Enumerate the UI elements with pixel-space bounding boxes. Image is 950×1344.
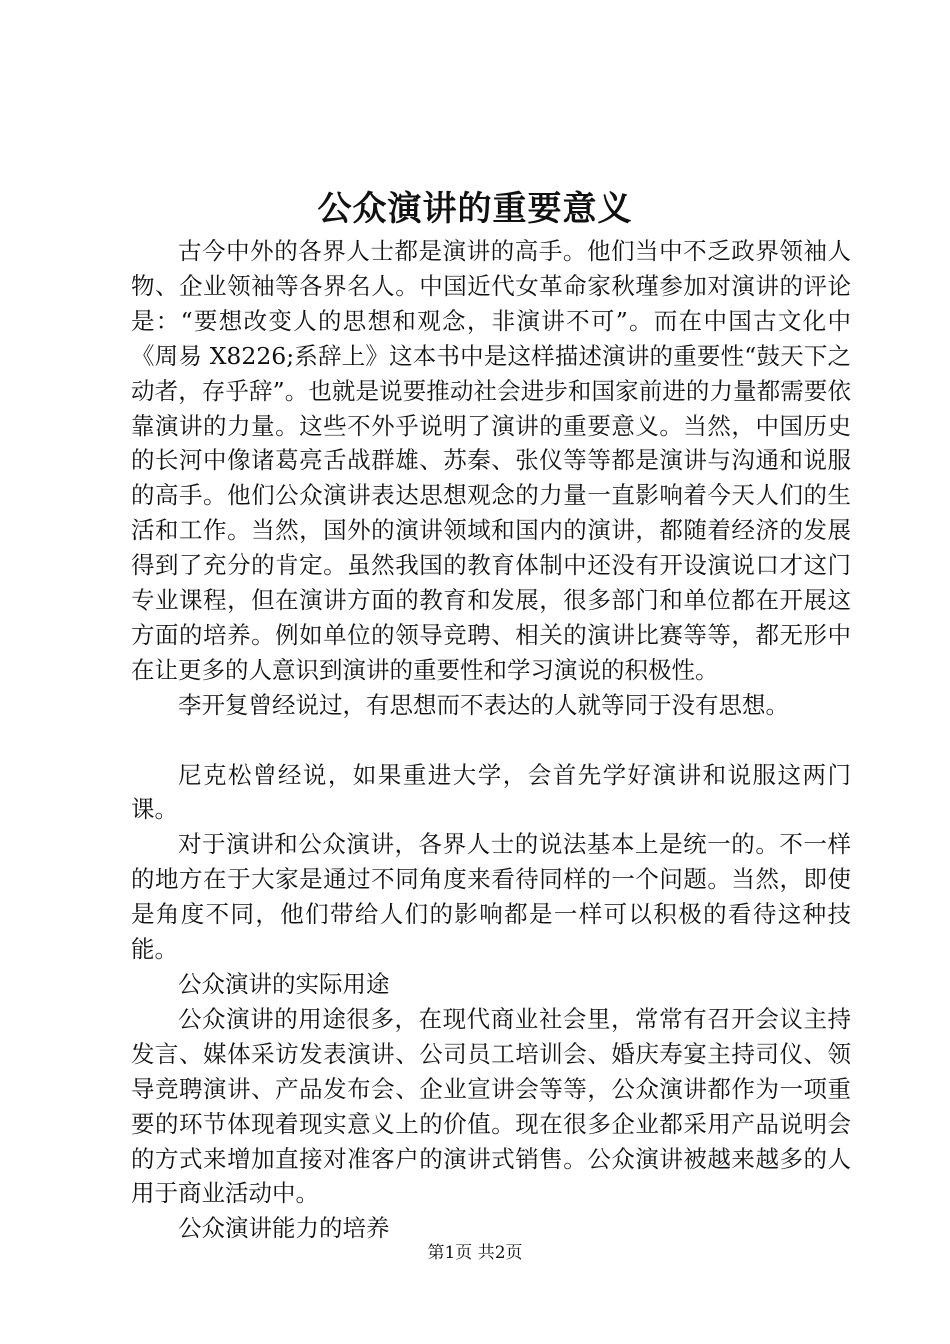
document-body <box>131 234 851 1246</box>
paragraph-uses: 公众演讲的用途很多，在现代商业社会里，常常有召开会议主持发言、媒体采访发表演讲、公司员工培训会、婚庆寿宴主持司仪、领导竞聘演讲、产品发布会、企业宣讲会等等，公众演讲都作为一项重要的环节体现着现实意义上的价值。现在很多企业都采用产品说明会的方式来增加直接对准客户的演讲式销售。公众演讲被越来越多的人用于商业活动中。 <box>131 1004 851 1208</box>
paragraph-intro: 古今中外的各界人士都是演讲的高手。他们当中不乏政界领袖人物、企业领袖等各界名人。中国近代女革命家秋瑾参加对演讲的评论是：“要想改变人的思想和观念，非演讲不可”。而在中国古文化中《周易 X8226;系辞上》这本书中是这样描述演讲的重要性“鼓天下之动者，存乎辞”。也就是说要推动社会进步和国家前进的力量都需要依靠演讲的力量。这些不外乎说明了演讲的重要意义。当然，中国历史的长河中像诸葛亮舌战群雄、苏秦、张仪等等都是演讲与沟通和说服的高手。他们公众演讲表达思想观念的力量一直影响着今天人们的生活和工作。当然，国外的演讲领域和国内的演讲，都随着经济的发展得到了充分的肯定。虽然我国的教育体制中还没有开设演说口才这门专业课程，但在演讲方面的教育和发展，很多部门和单位都在开展这方面的培养。例如单位的领导竞聘、相关的演讲比赛等等，都无形中在让更多的人意识到演讲的重要性和学习演说的积极性。 <box>131 237 851 684</box>
page-number-footer: 第1页 共2页 <box>427 1243 523 1263</box>
paragraph-quote-nixon: 尼克松曾经说，如果重进大学，会首先学好演讲和说服这两门课。 <box>131 760 851 824</box>
paragraph-perspectives: 对于演讲和公众演讲，各界人士的说法基本上是统一的。不一样的地方在于大家是通过不同角度来看待同样的一个问题。当然，即使是角度不同，他们带给人们的影响都是一样可以积极的看待这种技能。 <box>131 830 851 964</box>
paragraph-quote-li-kaifu: 李开复曾经说过，有思想而不表达的人就等同于没有思想。 <box>178 690 789 719</box>
section-heading-uses: 公众演讲的实际用途 <box>178 970 390 999</box>
section-heading-training: 公众演讲能力的培养 <box>178 1214 390 1243</box>
document-title: 公众演讲的重要意义 <box>317 189 633 229</box>
